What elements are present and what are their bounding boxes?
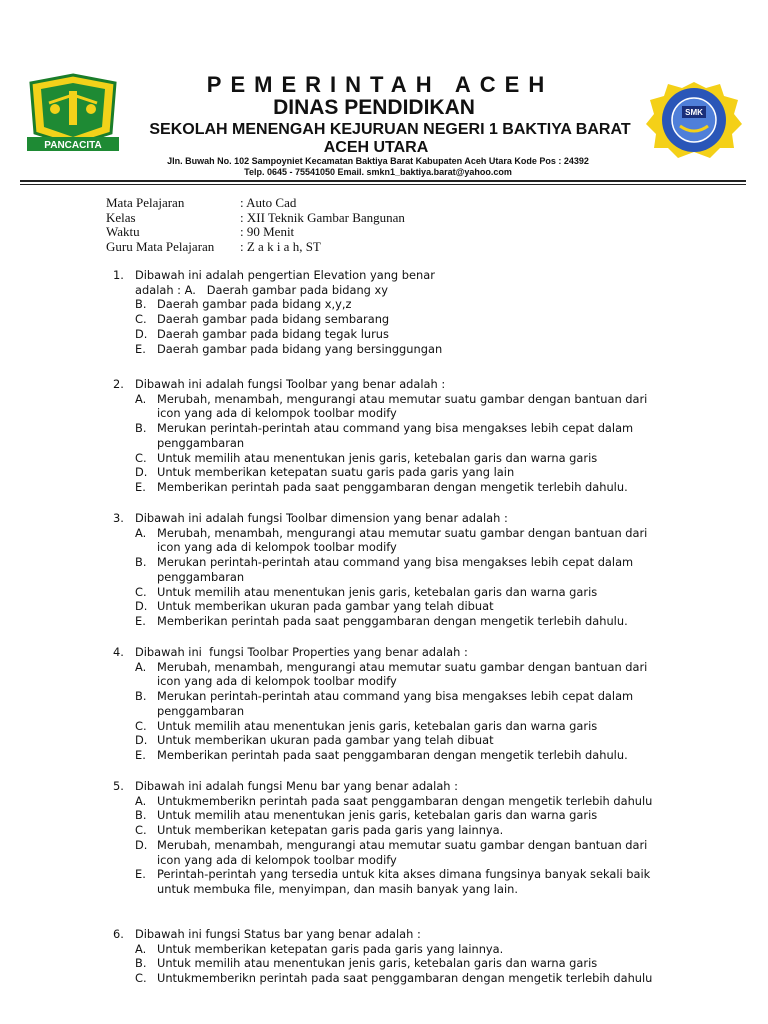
option-text: Untuk memberikan ketepatan garis pada garis yang lainnya. xyxy=(157,941,504,956)
option-text: Untuk memilih atau menentukan jenis garis, ketebalan garis dan warna garis xyxy=(157,584,598,599)
answer-option xyxy=(113,956,667,971)
question-number: 4. xyxy=(113,645,124,659)
info-row-subject xyxy=(106,196,405,211)
question-number: 6. xyxy=(113,927,124,941)
option-letter: E. xyxy=(135,479,146,494)
option-text: Untuk memilih atau menentukan jenis garis, ketebalan garis dan warna garis xyxy=(157,718,598,733)
answer-option xyxy=(113,942,667,957)
header-address: Jln. Buwah No. 102 Sampoyniet Kecamatan Baktiya Barat Kabupaten Aceh Utara Kode Pos : 24392 xyxy=(167,156,589,166)
option-text: Merukan perintah-perintah atau command yang bisa mengakses lebih cepat dalam penggambaran xyxy=(157,421,634,450)
question-text: Dibawah ini fungsi Toolbar Properties yang benar adalah : xyxy=(135,645,468,659)
question-number: 1. xyxy=(113,268,124,282)
question-text: Dibawah ini adalah pengertian Elevation yang benar adalah : A. Daerah gambar pada bidang xy xyxy=(135,268,435,297)
info-row-teacher xyxy=(106,240,405,255)
header-region: ACEH UTARA xyxy=(323,139,429,156)
option-text: Merubah, menambah, mengurangi atau memutar suatu gambar dengan bantuan dari icon yang ada di kelompok toolbar modify xyxy=(157,391,648,421)
answer-option xyxy=(113,480,667,495)
option-text: Perintah-perintah yang tersedia untuk kita akses dimana fungsinya banyak sekali baik untuk membuka file, menyimpan, dan masih banyak yang lain. xyxy=(157,867,651,896)
option-text: Untuk memilih atau menentukan jenis garis, ketebalan garis dan warna garis xyxy=(157,956,598,971)
left-logo-text: PANCACITA xyxy=(44,140,102,151)
question-number: 3. xyxy=(113,511,124,525)
option-letter: C. xyxy=(135,823,147,838)
header-school-name: SEKOLAH MENENGAH KEJURUAN NEGERI 1 BAKTIYA BARAT xyxy=(149,121,631,138)
option-letter: D. xyxy=(135,733,148,748)
option-letter: B. xyxy=(135,421,147,436)
right-logo-text: SMK xyxy=(685,108,703,117)
info-label: Guru Mata Pelajaran xyxy=(106,238,215,254)
option-text: Merubah, menambah, mengurangi atau memutar suatu gambar dengan bantuan dari icon yang ada di kelompok toolbar modify xyxy=(157,659,648,689)
option-text: Memberikan perintah pada saat penggambaran dengan mengetik terlebih dahulu. xyxy=(157,479,628,494)
info-value: : XII Teknik Gambar Bangunan xyxy=(240,209,405,225)
option-text: Untuk memberikan ukuran pada gambar yang telah dibuat xyxy=(157,733,494,748)
answer-option xyxy=(113,794,667,809)
info-row-class xyxy=(106,211,405,226)
answer-option xyxy=(113,451,667,466)
info-value: : 90 Menit xyxy=(240,224,295,239)
option-text: Daerah gambar pada bidang tegak lurus xyxy=(157,326,389,341)
answer-option xyxy=(113,971,667,986)
option-letter: D. xyxy=(135,465,148,480)
answer-option xyxy=(113,465,667,480)
option-letter: A. xyxy=(135,391,147,406)
option-text: Memberikan perintah pada saat penggambaran dengan mengetik terlebih dahulu. xyxy=(157,747,628,762)
question-2 xyxy=(113,377,667,495)
answer-option xyxy=(113,327,667,342)
option-text: Merukan perintah-perintah atau command yang bisa mengakses lebih cepat dalam penggambaran xyxy=(157,555,634,584)
answer-option xyxy=(113,585,667,600)
answer-option xyxy=(113,555,667,584)
answer-option xyxy=(113,823,667,838)
option-letter: C. xyxy=(135,718,147,733)
answer-option xyxy=(113,733,667,748)
question-4 xyxy=(113,645,667,763)
option-letter: B. xyxy=(135,297,147,312)
question-6 xyxy=(113,927,667,986)
option-letter: D. xyxy=(135,326,148,341)
answer-option xyxy=(113,748,667,763)
question-stem xyxy=(113,927,667,942)
question-5 xyxy=(113,779,667,897)
exam-info xyxy=(106,196,405,254)
answer-option xyxy=(113,614,667,629)
info-label: Mata Pelajaran xyxy=(106,195,185,210)
option-text: Merubah, menambah, mengurangi atau memutar suatu gambar dengan bantuan dari icon yang ada di kelompok toolbar modify xyxy=(157,525,648,555)
answer-option xyxy=(113,526,667,555)
question-number: 5. xyxy=(113,779,124,793)
option-text: Merukan perintah-perintah atau command yang bisa mengakses lebih cepat dalam penggambaran xyxy=(157,689,634,718)
option-letter: C. xyxy=(135,971,147,986)
answer-option xyxy=(113,838,667,867)
question-text: Dibawah ini fungsi Status bar yang benar adalah : xyxy=(135,927,421,941)
question-stem xyxy=(113,779,667,794)
option-text: Merubah, menambah, mengurangi atau memutar suatu gambar dengan bantuan dari icon yang ada di kelompok toolbar modify xyxy=(157,837,648,867)
option-letter: A. xyxy=(135,793,147,808)
answer-option xyxy=(113,867,667,896)
answer-option xyxy=(113,719,667,734)
question-stem xyxy=(113,645,667,660)
header-government: PEMERINTAH ACEH xyxy=(206,72,554,97)
option-text: Untukmemberikn perintah pada saat penggambaran dengan mengetik terlebih dahulu xyxy=(157,971,653,986)
header-contact: Telp. 0645 - 75541050 Email. smkn1_baktiya.barat@yahoo.com xyxy=(244,167,512,177)
answer-option xyxy=(113,599,667,614)
option-letter: A. xyxy=(135,941,147,956)
question-stem xyxy=(113,268,667,297)
option-letter: B. xyxy=(135,808,147,823)
option-letter: B. xyxy=(135,555,147,570)
option-letter: D. xyxy=(135,599,148,614)
header-divider-thin xyxy=(20,184,746,185)
answer-option xyxy=(113,297,667,312)
option-letter: E. xyxy=(135,613,146,628)
option-letter: C. xyxy=(135,450,147,465)
info-value: : Z a k i a h, ST xyxy=(240,238,321,254)
option-text: Untuk memilih atau menentukan jenis garis, ketebalan garis dan warna garis xyxy=(157,808,598,823)
option-text: Untuk memberikan ketepatan garis pada garis yang lainnya. xyxy=(157,823,504,838)
answer-option xyxy=(113,808,667,823)
option-text: Daerah gambar pada bidang x,y,z xyxy=(157,297,352,312)
answer-option xyxy=(113,660,667,689)
option-letter: E. xyxy=(135,867,146,882)
option-text: Untuk memberikan ukuran pada gambar yang telah dibuat xyxy=(157,599,494,614)
option-letter: D. xyxy=(135,837,148,852)
option-text: Untukmemberikn perintah pada saat penggambaran dengan mengetik terlebih dahulu xyxy=(157,793,653,808)
option-letter: C. xyxy=(135,312,147,327)
option-text: Daerah gambar pada bidang sembarang xyxy=(157,312,390,327)
option-letter: E. xyxy=(135,747,146,762)
answer-option xyxy=(113,342,667,357)
answer-option xyxy=(113,421,667,450)
answer-option xyxy=(113,392,667,421)
question-1 xyxy=(113,268,667,356)
option-letter: A. xyxy=(135,659,147,674)
question-stem xyxy=(113,511,667,526)
option-text: Memberikan perintah pada saat penggambaran dengan mengetik terlebih dahulu. xyxy=(157,613,628,628)
option-letter: E. xyxy=(135,341,146,356)
question-3 xyxy=(113,511,667,629)
question-text: Dibawah ini adalah fungsi Toolbar yang benar adalah : xyxy=(135,377,446,391)
question-stem xyxy=(113,377,667,392)
option-letter: B. xyxy=(135,956,147,971)
header-divider xyxy=(20,180,746,182)
question-number: 2. xyxy=(113,377,124,391)
option-letter: C. xyxy=(135,584,147,599)
question-text: Dibawah ini adalah fungsi Toolbar dimension yang benar adalah : xyxy=(135,511,508,525)
answer-option xyxy=(113,312,667,327)
option-text: Untuk memberikan ketepatan suatu garis pada garis yang lain xyxy=(157,465,515,480)
info-label: Kelas xyxy=(106,209,136,225)
option-text: Daerah gambar pada bidang yang bersinggungan xyxy=(157,341,443,356)
option-text: Untuk memilih atau menentukan jenis garis, ketebalan garis dan warna garis xyxy=(157,450,598,465)
info-label: Waktu xyxy=(106,224,140,239)
header-department: DINAS PENDIDIKAN xyxy=(273,96,475,119)
info-row-time xyxy=(106,225,405,240)
question-text: Dibawah ini adalah fungsi Menu bar yang benar adalah : xyxy=(135,779,458,793)
info-value: : Auto Cad xyxy=(240,195,297,210)
answer-option xyxy=(113,689,667,718)
option-letter: A. xyxy=(135,525,147,540)
option-letter: B. xyxy=(135,689,147,704)
